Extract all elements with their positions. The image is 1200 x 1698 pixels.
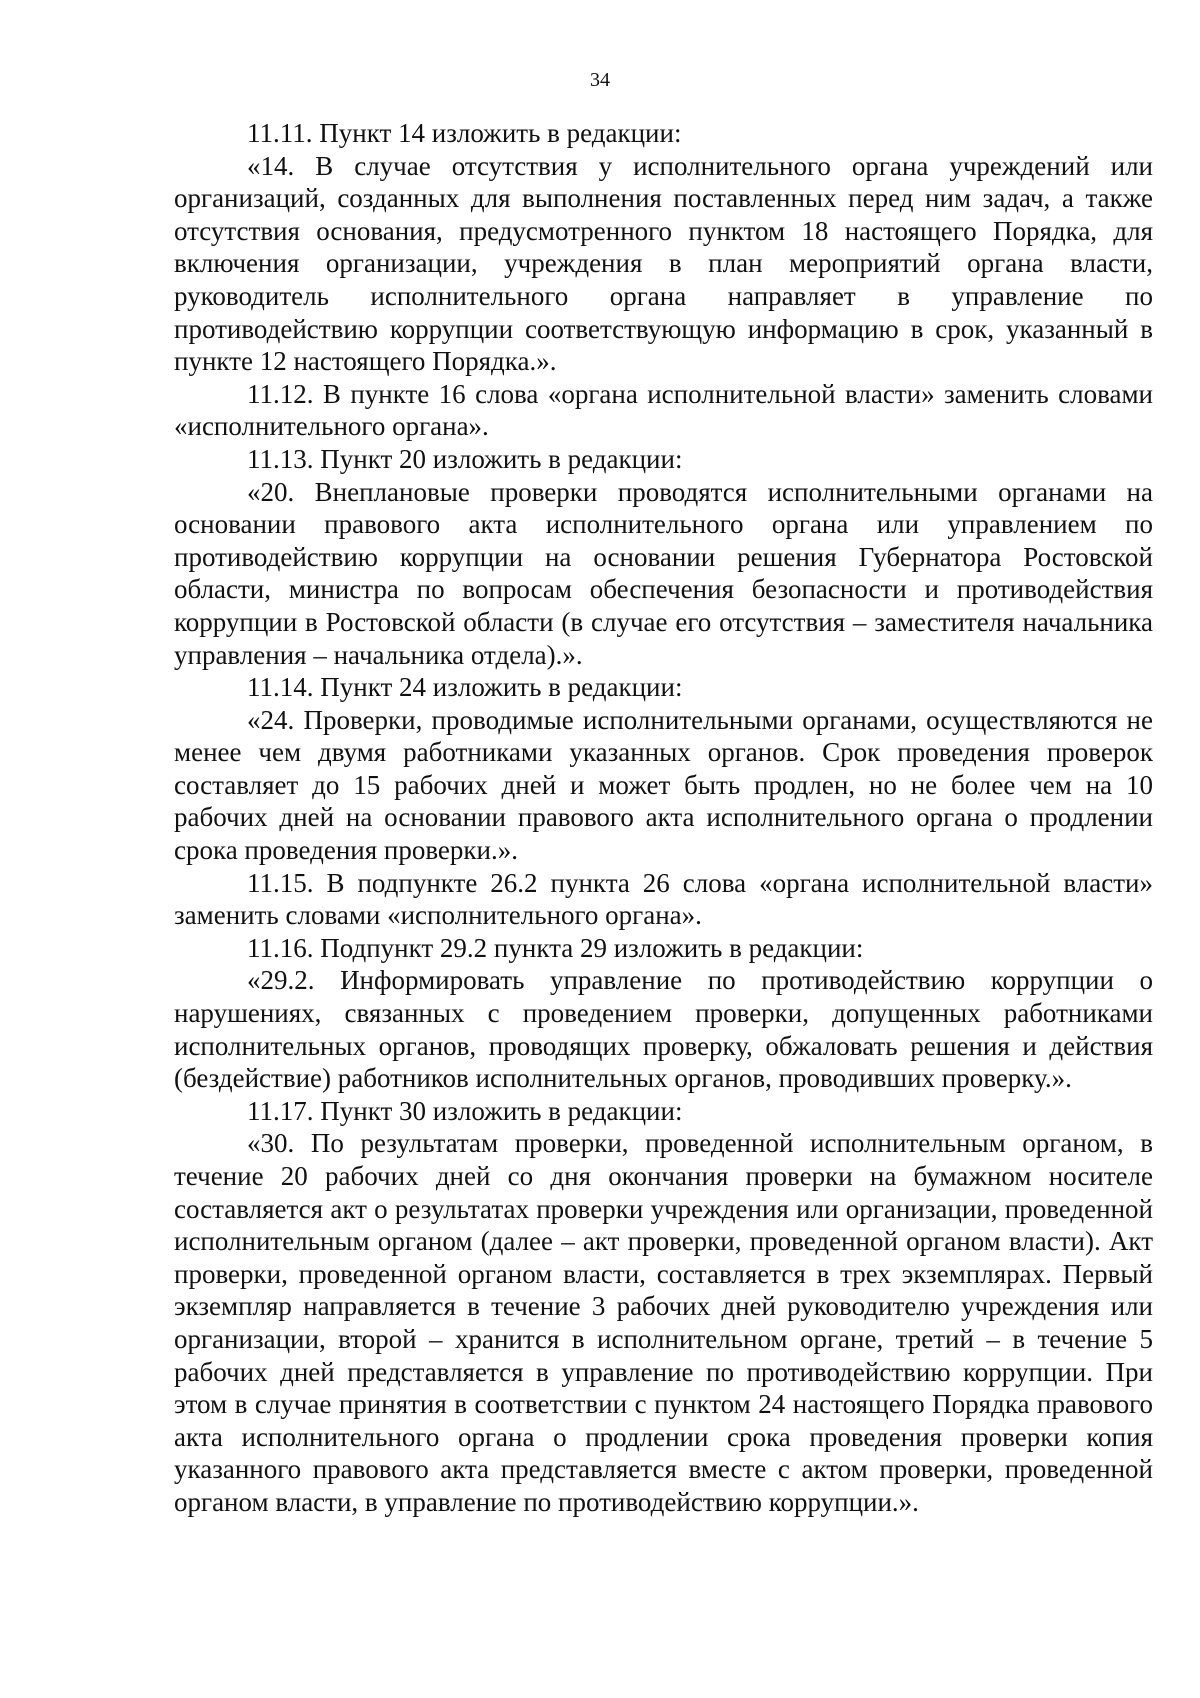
paragraph-11-12: 11.12. В пункте 16 слова «органа исполнительной власти» заменить словами «исполнительного органа». bbox=[174, 378, 1153, 442]
paragraph-item-29-2: «29.2. Информировать управление по противодействию коррупции о нарушениях, связанных с проведением проверки, допущенных работниками исполнительных органов, проводящих проверку, обжаловать решения и действия (бездействие) работников исполнительных органов, проводивших проверку.». bbox=[174, 965, 1153, 1094]
document-body bbox=[174, 117, 1153, 1519]
paragraph-item-20: «20. Внеплановые проверки проводятся исполнительными органами на основании правового акта исполнительного органа или управлением по противодействию коррупции на основании решения Губернатора Ростовской области, министра по вопросам обеспечения безопасности и противодействия коррупции в Ростовской области (в случае его отсутствия – заместителя начальника управления – начальника отдела).». bbox=[174, 476, 1153, 670]
paragraph-11-14: 11.14. Пункт 24 изложить в редакции: bbox=[247, 672, 683, 703]
paragraph-item-30: «30. По результатам проверки, проведенной исполнительным органом, в течение 20 рабочих дней со дня окончания проверки на бумажном носителе составляется акт о результатах проверки учреждения или организации, проведенной исполнительным органом (далее – акт проверки, проведенной органом власти). Акт проверки, проведенной органом власти, составляется в трех экземплярах. Первый экземпляр направляется в течение 3 рабочих дней руководителю учреждения или организации, второй – хранится в исполнительном органе, третий – в течение 5 рабочих дней представляется в управление по противодействию коррупции. При этом в случае принятия в соответствии с пунктом 24 настоящего Порядка правового акта исполнительного органа о продлении срока проведения проверки копия указанного правового акта представляется вместе с актом проверки, проведенной органом власти, в управление по противодействию коррупции.». bbox=[174, 1128, 1153, 1517]
page-number: 34 bbox=[590, 69, 610, 91]
paragraph-11-17: 11.17. Пункт 30 изложить в редакции: bbox=[247, 1095, 683, 1126]
paragraph-item-24: «24. Проверки, проводимые исполнительными органами, осуществляются не менее чем двумя работниками указанных органов. Срок проведения проверок составляет до 15 рабочих дней и может быть продлен, но не более чем на 10 рабочих дней на основании правового акта исполнительного органа о продлении срока проведения проверки.». bbox=[174, 704, 1153, 866]
paragraph-11-13: 11.13. Пункт 20 изложить в редакции: bbox=[247, 443, 683, 474]
paragraph-11-11: 11.11. Пункт 14 изложить в редакции: bbox=[247, 118, 682, 148]
paragraph-11-15: 11.15. В подпункте 26.2 пункта 26 слова «органа исполнительной власти» заменить словами «исполнительного органа». bbox=[174, 867, 1153, 931]
paragraph-11-16: 11.16. Подпункт 29.2 пункта 29 изложить в редакции: bbox=[247, 932, 864, 963]
paragraph-item-14: «14. В случае отсутствия у исполнительного органа учреждений или организаций, созданных для выполнения поставленных перед ним задач, а также отсутствия основания, предусмотренного пунктом 18 настоящего Порядка, для включения организации, учреждения в план мероприятий органа власти, руководитель исполнительного органа направляет в управление по противодействию коррупции соответствующую информацию в срок, указанный в пункте 12 настоящего Порядка.». bbox=[174, 150, 1153, 377]
